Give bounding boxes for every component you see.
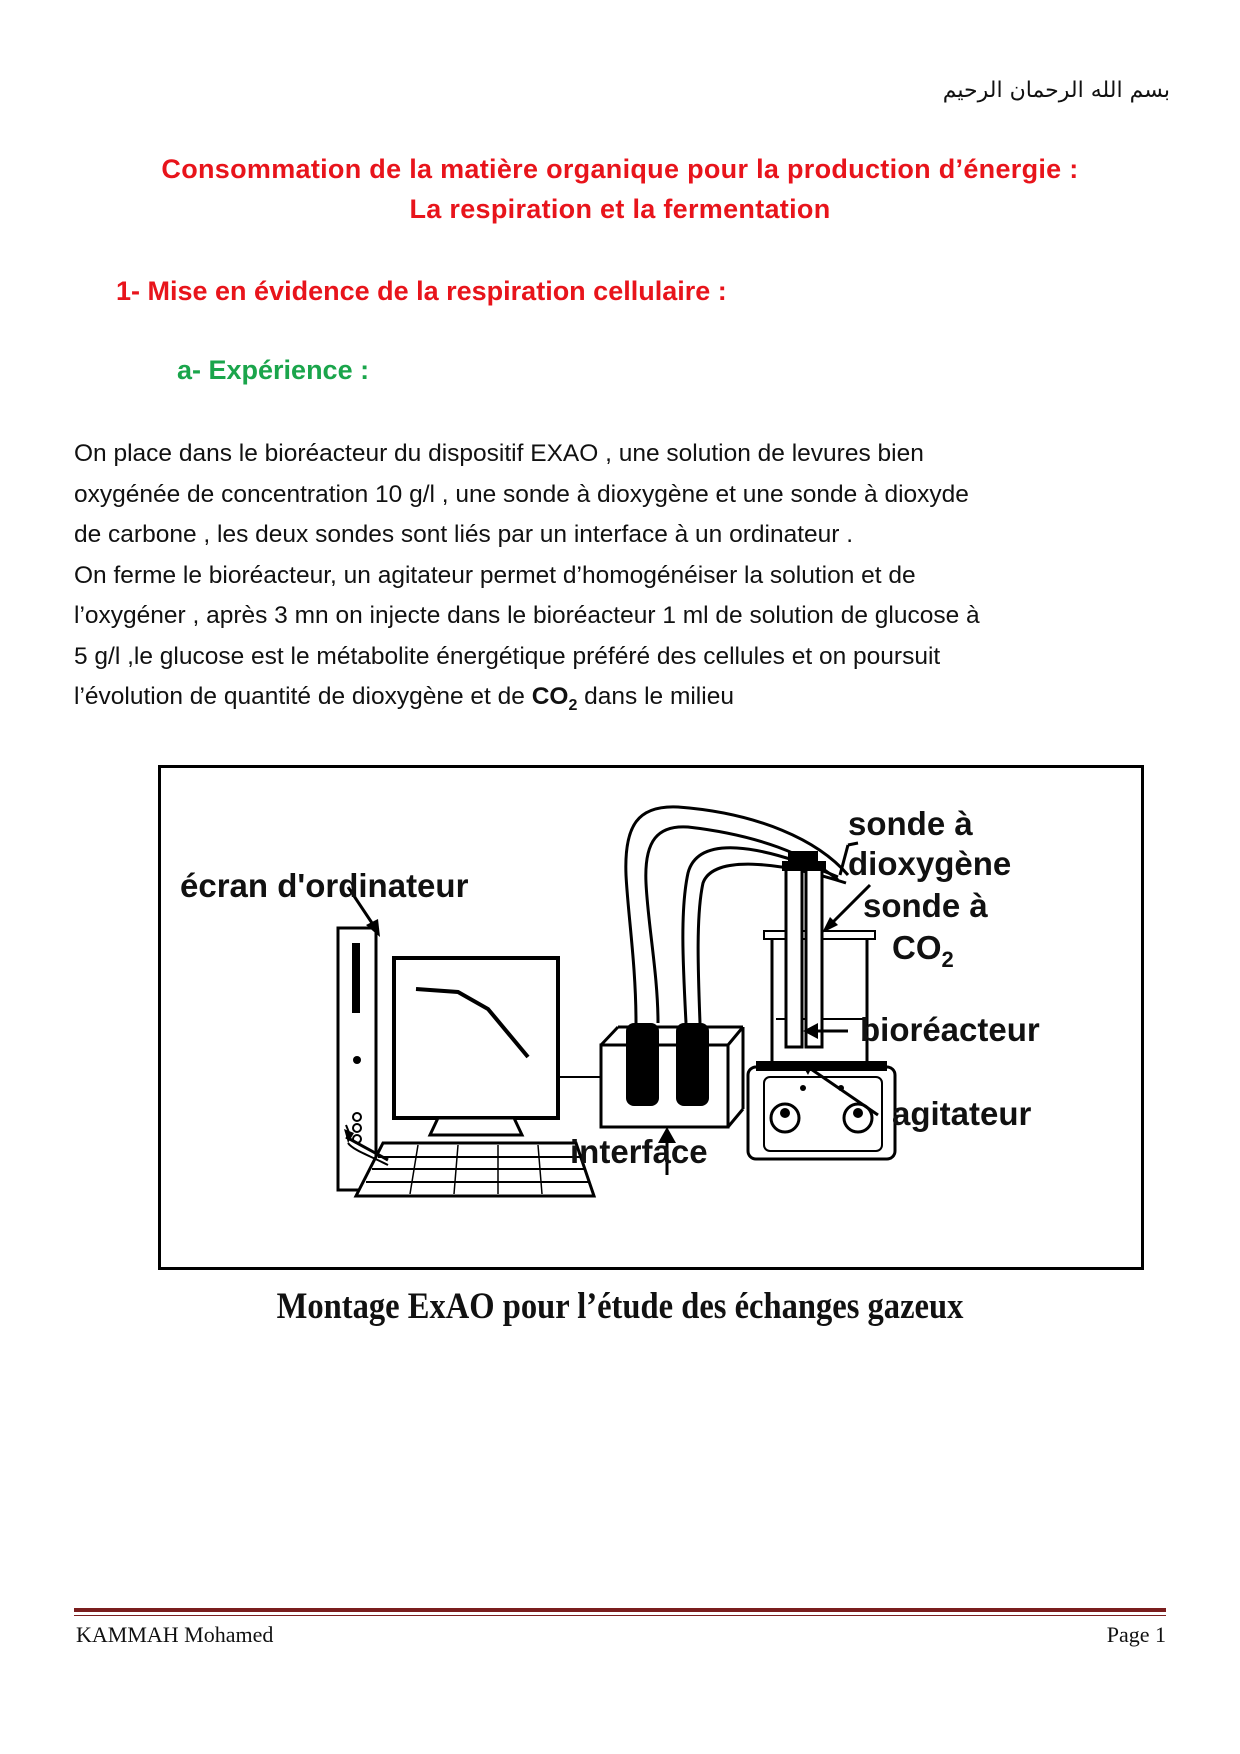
label-co2-main: CO bbox=[892, 929, 942, 966]
label-sonde-o2-line2: dioxygène bbox=[848, 845, 1012, 882]
label-sonde-co2-line1: sonde à bbox=[863, 887, 988, 924]
bismillah-header: بسم الله الرحمان الرحيم bbox=[942, 78, 1170, 103]
document-title-line2: La respiration et la fermentation bbox=[409, 194, 831, 224]
label-co2-sub: 2 bbox=[941, 947, 954, 972]
paragraph-line: On ferme le bioréacteur, un agitateur permet d’homogénéiser la solution et de bbox=[74, 561, 916, 589]
paragraph-text: dans le milieu bbox=[577, 683, 734, 710]
paragraph-line: 5 g/l ,le glucose est le métabolite énergétique préféré des cellules et on poursuit bbox=[74, 642, 941, 670]
label-interface: interface bbox=[570, 1133, 708, 1170]
label-ecran: écran d'ordinateur bbox=[180, 867, 469, 904]
paragraph-line: oxygénée de concentration 10 g/l , une sonde à dioxygène et une sonde à dioxyde bbox=[74, 480, 969, 508]
footer-rule bbox=[74, 1608, 1166, 1612]
co2-formula bbox=[531, 683, 578, 714]
document-title-line1: Consommation de la matière organique pour la production d’énergie : bbox=[161, 154, 1079, 184]
paragraph-line: l’oxygéner , après 3 mn on injecte dans le bioréacteur 1 ml de solution de glucose à bbox=[74, 602, 980, 629]
footer-author: KAMMAH Mohamed bbox=[76, 1622, 274, 1647]
paragraph-text: l’évolution de quantité de dioxygène et de bbox=[74, 683, 532, 710]
co2-subscript: 2 bbox=[568, 696, 578, 714]
paragraph-line: de carbone , les deux sondes sont liés par un interface à un ordinateur . bbox=[74, 521, 854, 548]
footer-rule-thin bbox=[74, 1615, 1166, 1616]
paragraph-line: On place dans le bioréacteur du dispositif EXAO , une solution de levures bien bbox=[74, 440, 924, 467]
exao-setup-figure bbox=[158, 765, 1144, 1270]
figure-caption: Montage ExAO pour l’étude des échanges gazeux bbox=[276, 1286, 964, 1327]
keyboard-icon bbox=[356, 1143, 594, 1196]
label-bioreacteur: bioréacteur bbox=[860, 1011, 1040, 1048]
section-heading-1: 1- Mise en évidence de la respiration cellulaire : bbox=[116, 276, 727, 306]
monitor-icon bbox=[394, 958, 558, 1135]
co2-main: CO bbox=[531, 683, 569, 710]
subsection-heading-a: a- Expérience : bbox=[177, 355, 370, 385]
label-agitateur: agitateur bbox=[892, 1095, 1032, 1132]
footer-page-number: Page 1 bbox=[1106, 1622, 1166, 1647]
label-sonde-o2-line1: sonde à bbox=[848, 805, 973, 842]
exao-diagram bbox=[158, 765, 1144, 1270]
paragraph-line bbox=[74, 677, 1184, 726]
experiment-paragraph bbox=[74, 434, 1184, 726]
